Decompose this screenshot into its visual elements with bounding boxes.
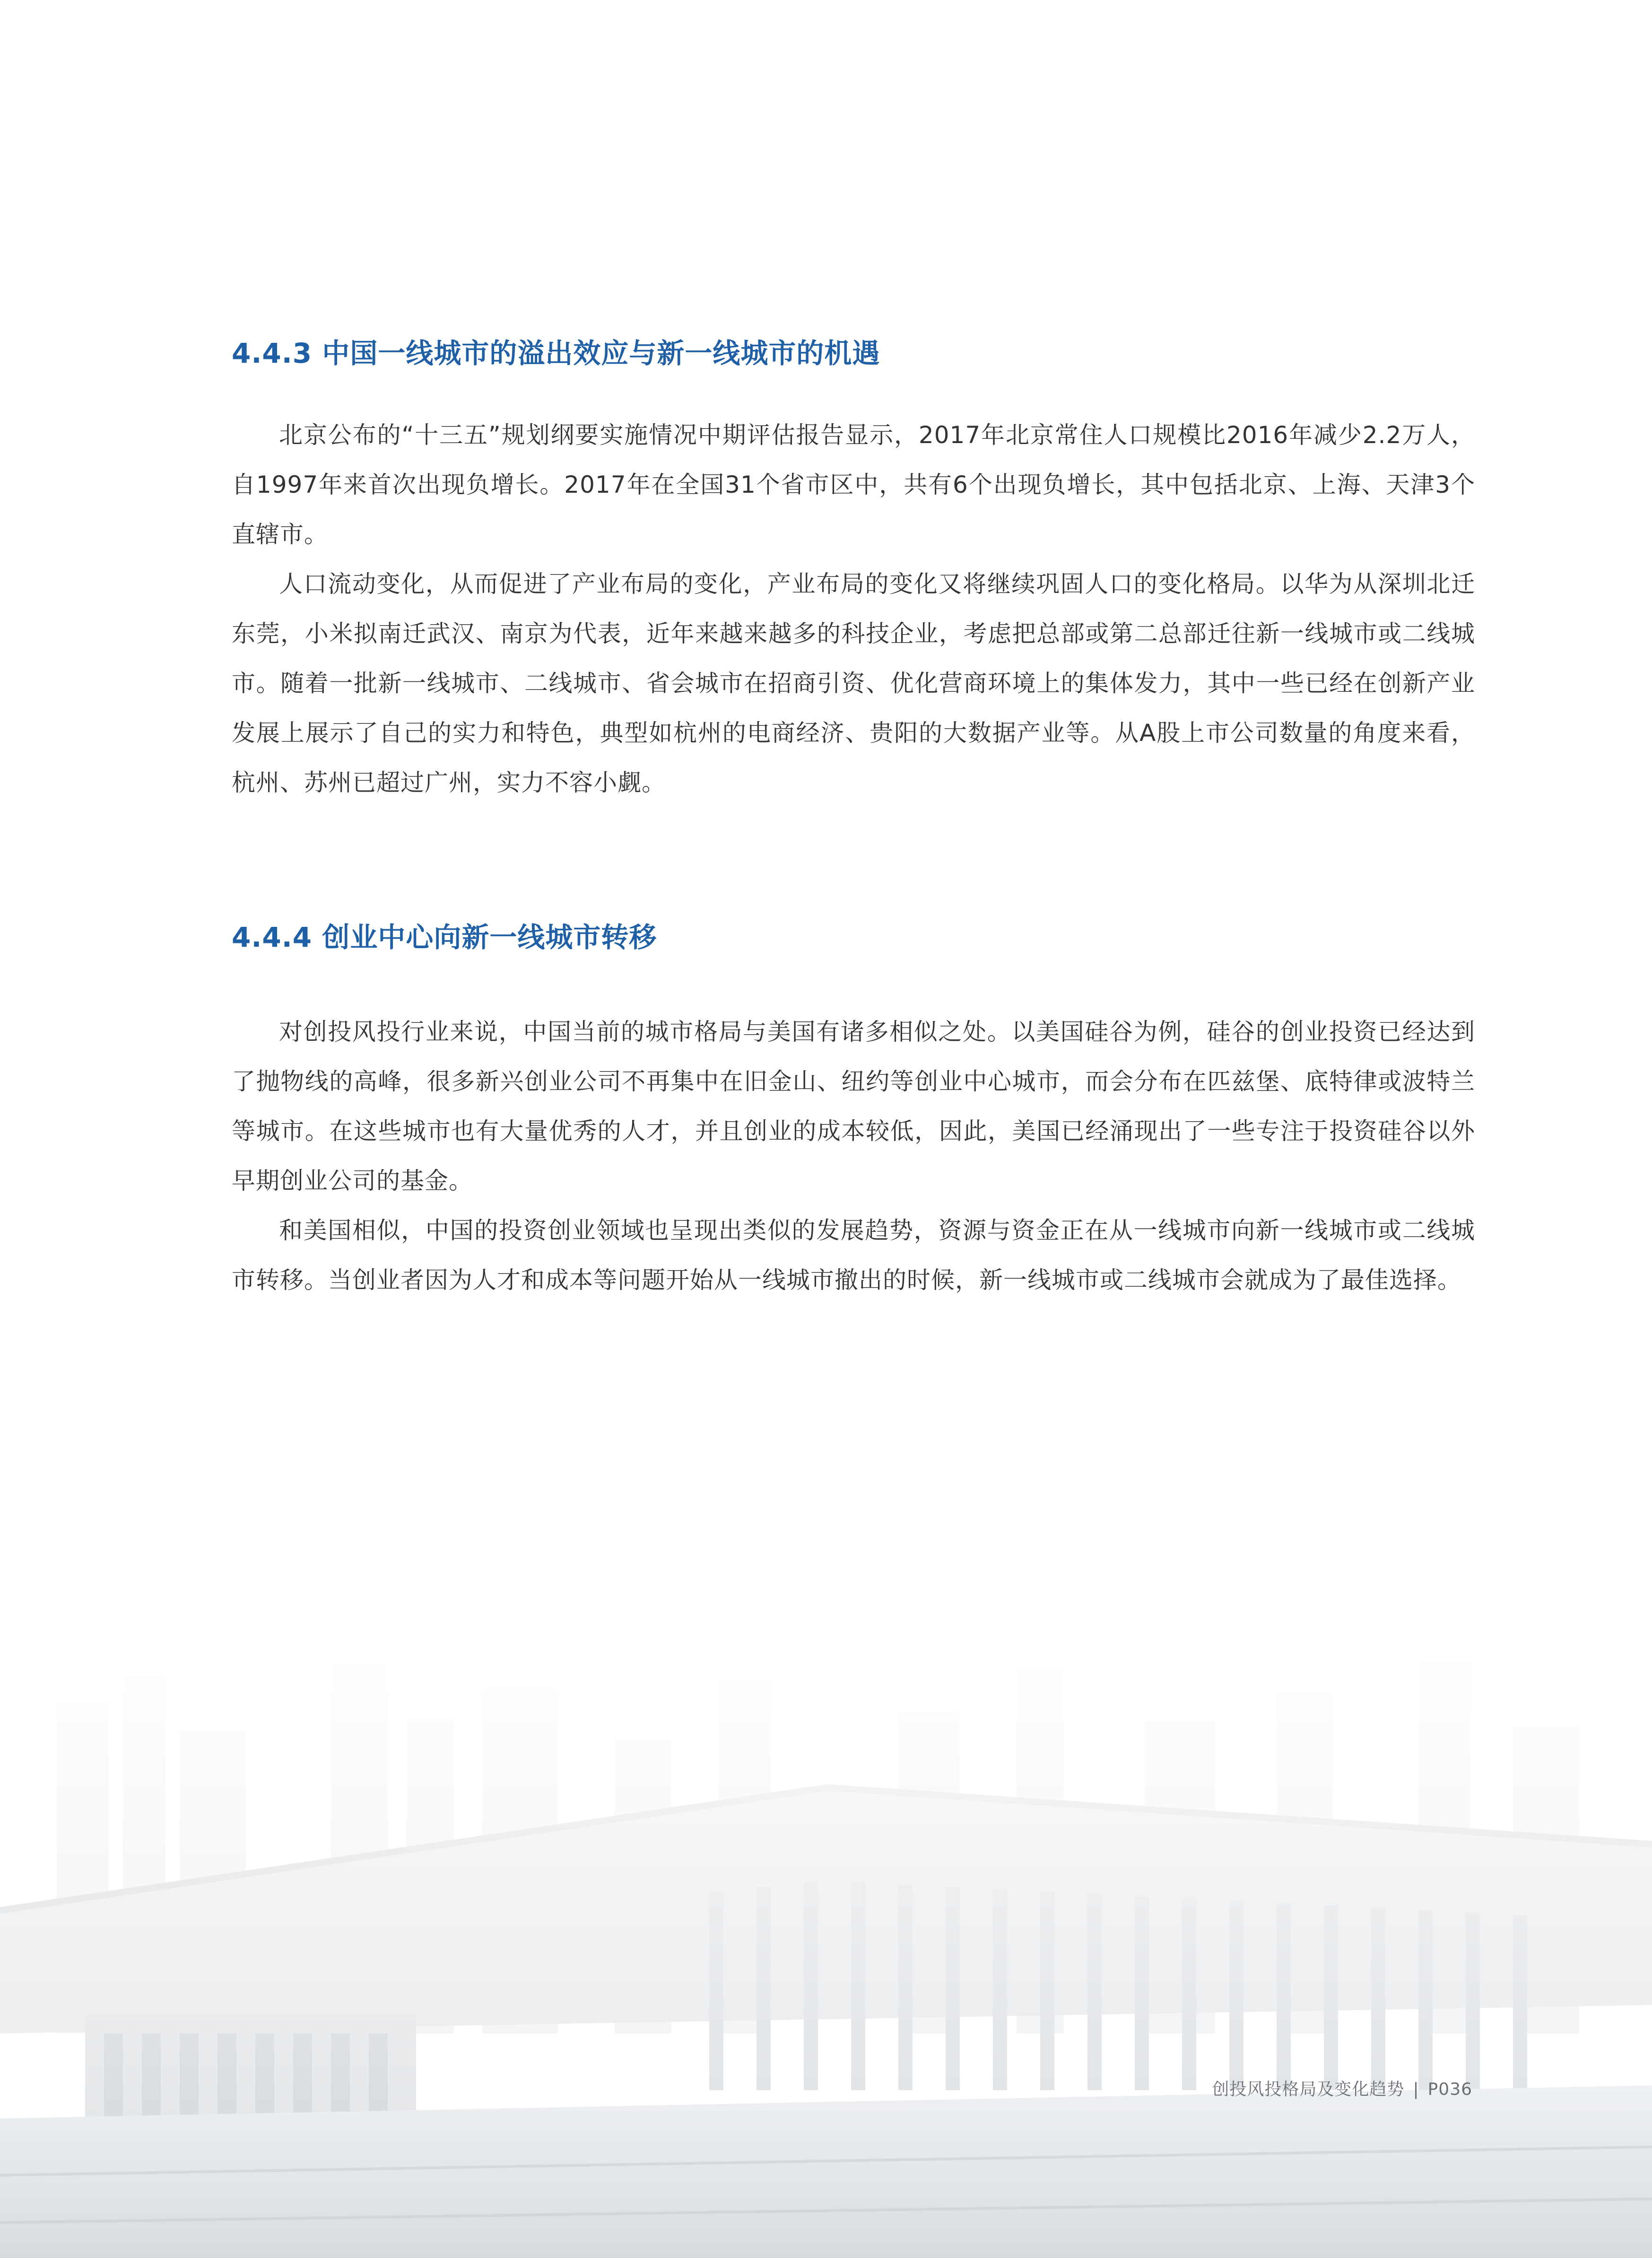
paragraph: 对创投风投行业来说，中国当前的城市格局与美国有诸多相似之处。以美国硅谷为例，硅谷的创业投资已经达到了抛物线的高峰，很多新兴创业公司不再集中在旧金山、纽约等创业中心城市，而会分布在匹兹堡、底特律或波特兰等城市。在这些城市也有大量优秀的人才，并且创业的成本较低，因此，美国已经涌现出了一些专注于投资硅谷以外早期创业公司的基金。 <box>232 1018 1475 1194</box>
footer-separator: | <box>1413 2080 1419 2099</box>
section-body-4-4-4 <box>232 1007 1475 1305</box>
paragraph: 北京公布的“十三五”规划纲要实施情况中期评估报告显示，2017年北京常住人口规模比2016年减少2.2万人，自1997年来首次出现负增长。2017年在全国31个省市区中，共有6个出现负增长，其中包括北京、上海、天津3个直辖市。 <box>232 421 1475 548</box>
paragraph: 和美国相似，中国的投资创业领域也呈现出类似的发展趋势，资源与资金正在从一线城市向新一线城市或二线城市转移。当创业者因为人才和成本等问题开始从一线城市撤出的时候，新一线城市或二线城市会就成为了最佳选择。 <box>232 1217 1475 1294</box>
city-skyline-background <box>0 1646 1652 2258</box>
section-body-4-4-3 <box>232 410 1475 808</box>
section-heading-4-4-3: 4.4.3 中国一线城市的溢出效应与新一线城市的机遇 <box>232 337 880 369</box>
page-number: P036 <box>1427 2080 1472 2099</box>
section-heading-4-4-4: 4.4.4 创业中心向新一线城市转移 <box>232 921 657 953</box>
footer-title: 创投风投格局及变化趋势 <box>1212 2080 1405 2099</box>
page-footer <box>1212 2076 1472 2100</box>
paragraph: 人口流动变化，从而促进了产业布局的变化，产业布局的变化又将继续巩固人口的变化格局。以华为从深圳北迁东莞，小米拟南迁武汉、南京为代表，近年来越来越多的科技企业，考虑把总部或第二总部迁往新一线城市或二线城市。随着一批新一线城市、二线城市、省会城市在招商引资、优化营商环境上的集体发力，其中一些已经在创新产业发展上展示了自己的实力和特色，典型如杭州的电商经济、贵阳的大数据产业等。从A股上市公司数量的角度来看，杭州、苏州已超过广州，实力不容小觑。 <box>232 570 1475 796</box>
